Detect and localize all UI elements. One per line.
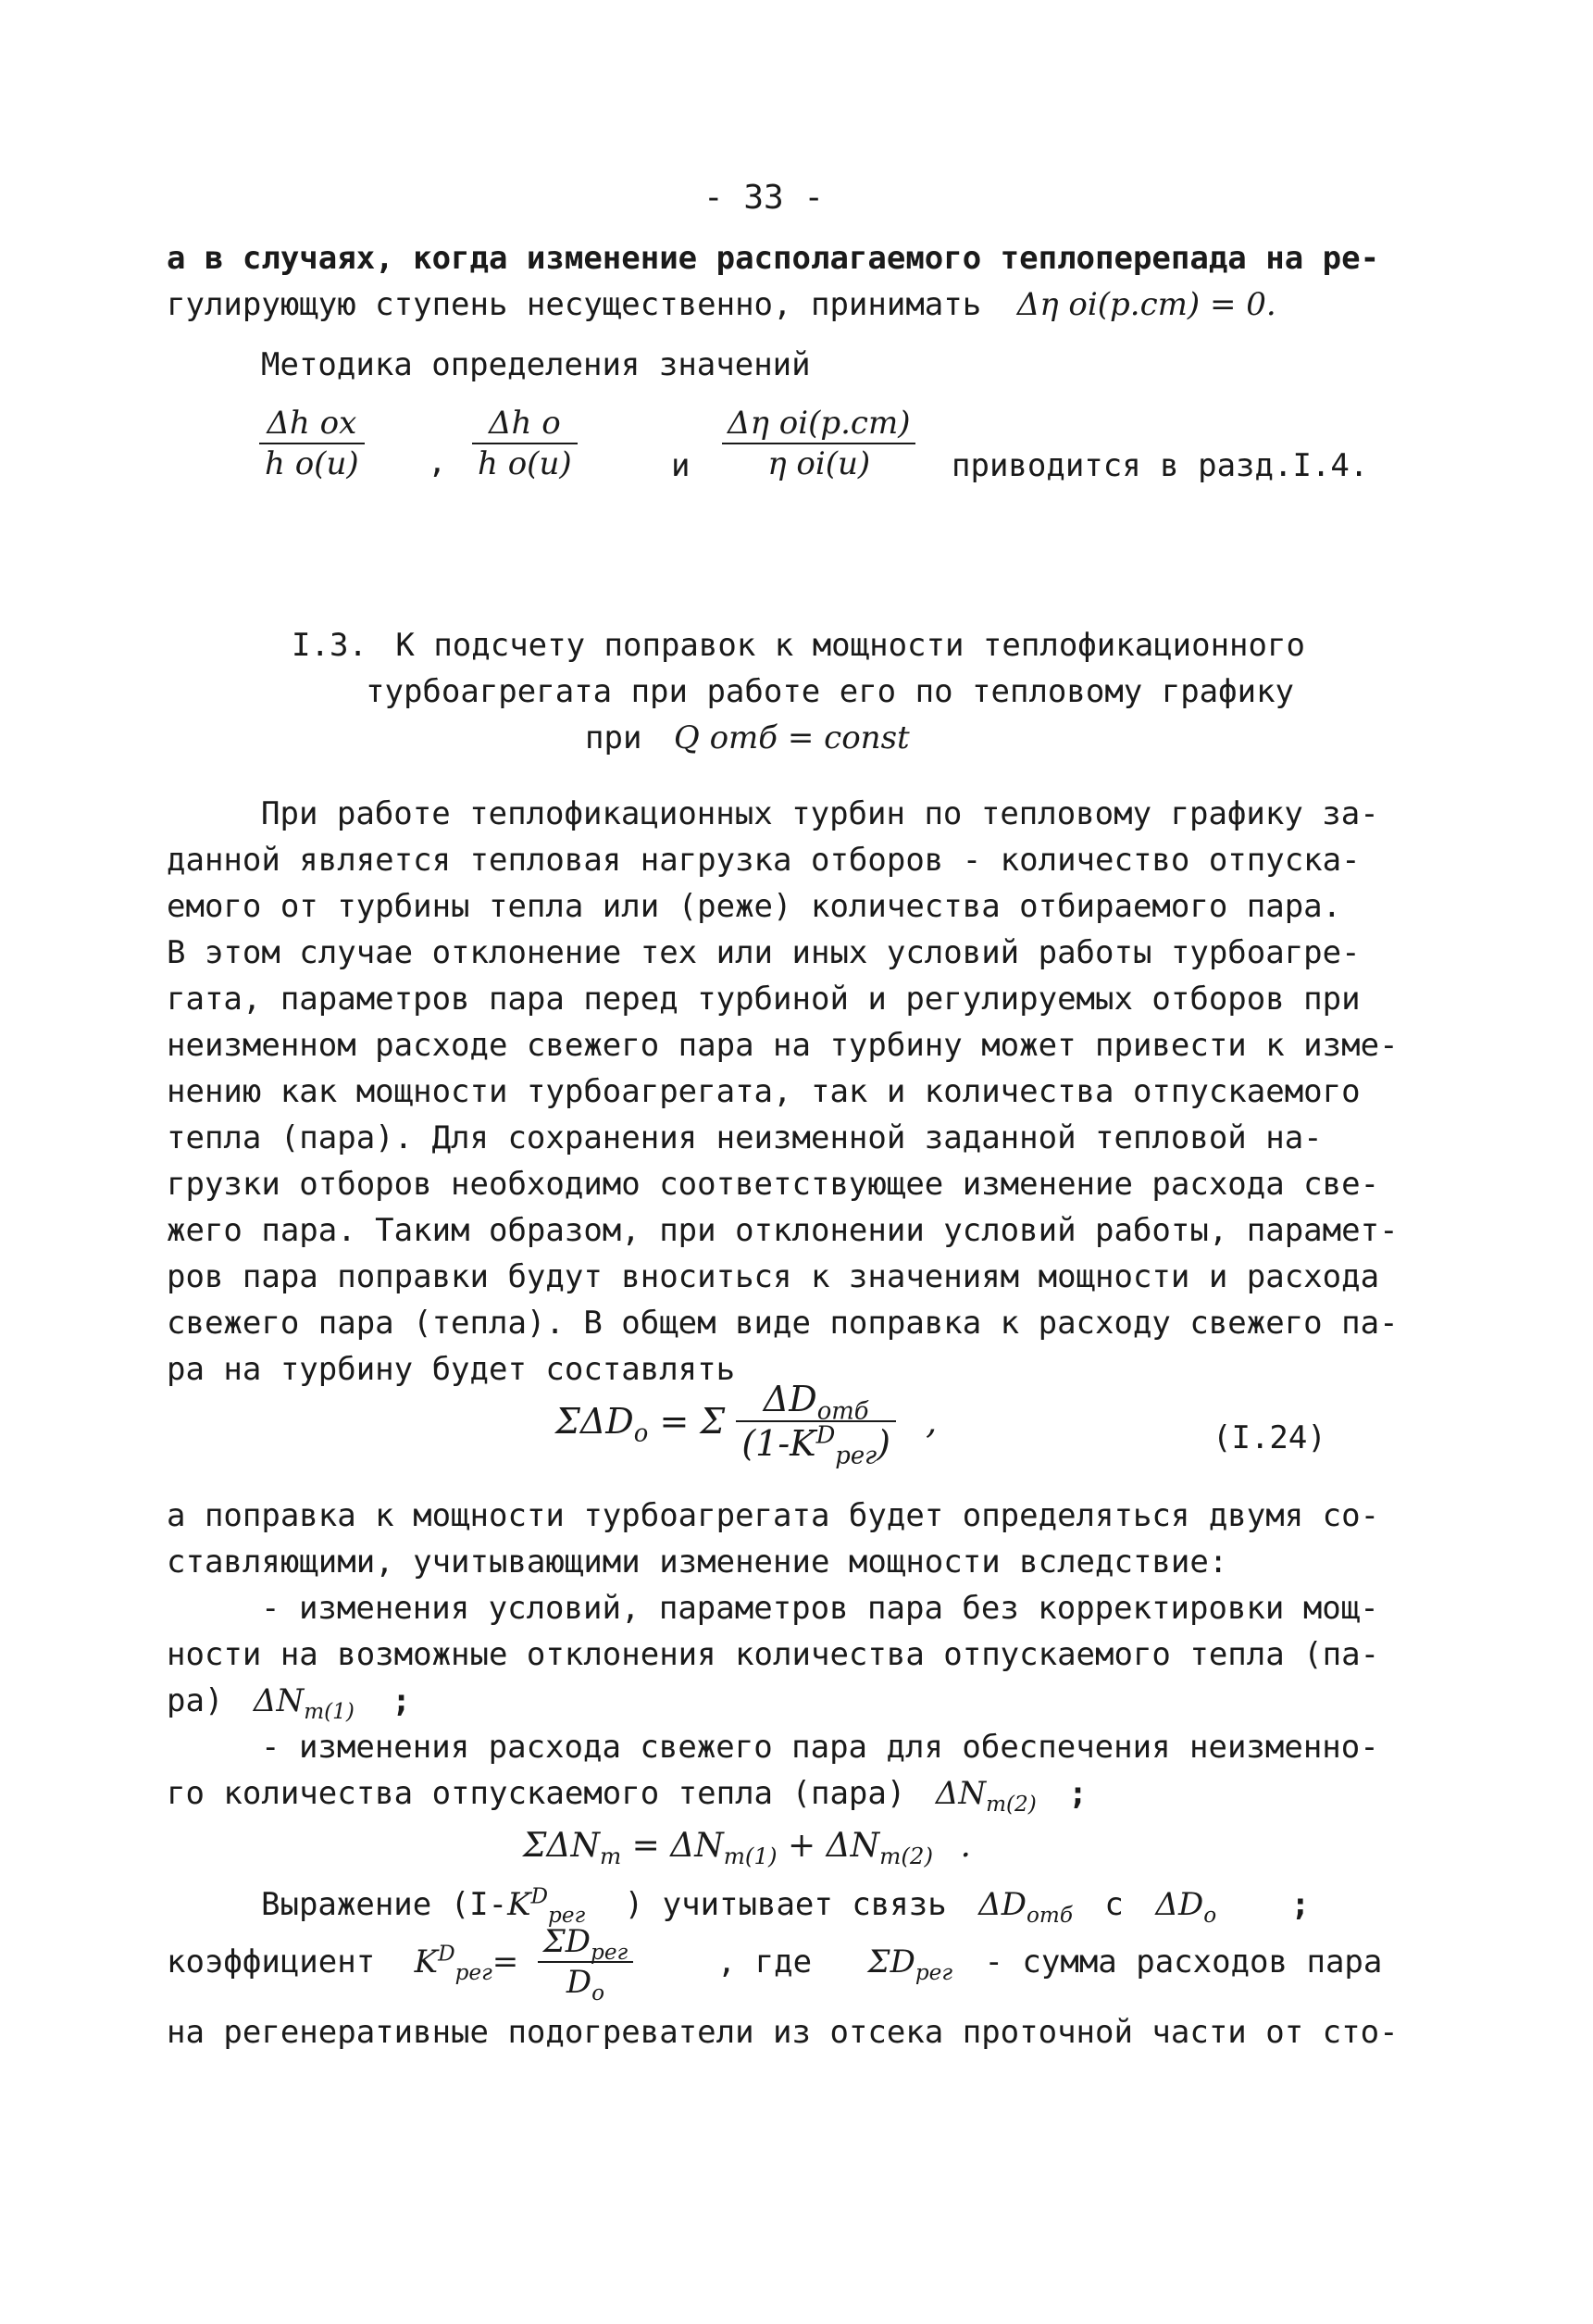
text-line: гата, параметров пара перед турбиной и регулируемых отборов при [167, 981, 1361, 1018]
text-line: жего пара. Таким образом, при отклонении условий работы, парамет- [167, 1212, 1399, 1249]
text-line: го количества отпускаемого тепла (пара) $\Delta N_{т(2)}$ ; [167, 1775, 1088, 1817]
section-title-3: при Q отб = const [585, 719, 910, 756]
equation-sum-delta-n: $\Sigma\Delta N_т = \Delta N_{т(1)} + \Delta N_{т(2)}$ . [523, 1827, 971, 1870]
text-line: Выражение ($I-K^D_{рег}$ ) учитывает связь $\Delta D_{отб}$ с $\Delta D_o$ ; [261, 1884, 1311, 1928]
text-line: коэффициент $K^D_{рег}=$ $\frac{\Sigma D_{рег}}{D_o}$ , где $\Sigma D_{рег}$ - сумма расходов пара [167, 1923, 1383, 2005]
text-line: тепла (пара). Для сохранения неизменной заданной тепловой на- [167, 1119, 1323, 1156]
text-line: нению как мощности турбоагрегата, так и количества отпускаемого [167, 1073, 1361, 1110]
text-line: При работе теплофикационных турбин по тепловому графику за- [261, 795, 1379, 832]
text-line: - изменения условий, параметров пара без корректировки мощ- [261, 1590, 1379, 1627]
section-title-1: К подсчету поправок к мощности теплофикационного [395, 627, 1305, 664]
fraction-dh-ox: $\frac{\text{Δh ox}}{\text{h o(и)}}$ [259, 407, 365, 480]
section-title-2: турбоагрегата при работе его по тепловому графику [366, 673, 1295, 710]
equation-number: (I.24) [1213, 1419, 1326, 1456]
fraction-delta-eta: $\frac{\text{Δη oi(p.ст)}}{\text{η oi(и)}}$ [722, 407, 915, 480]
text-line: ра) $\Delta N_{т(1)}$ ; [167, 1682, 411, 1724]
section-number: I.3. [292, 627, 367, 664]
comma: , [428, 444, 447, 481]
text-line: а в случаях, когда изменение располагаемого теплоперепада на ре- [167, 240, 1380, 277]
text-line: емого от турбины тепла или (реже) количества отбираемого пара. [167, 888, 1342, 925]
text-line: ра на турбину будет составлять [167, 1351, 736, 1388]
methodology-label: Методика определения значений [261, 346, 811, 383]
text-line: данной является тепловая нагрузка отборов - количество отпуска- [167, 842, 1361, 879]
fraction-dh-o: $\frac{\text{Δh o}}{\text{h o(и)}}$ [472, 407, 578, 480]
text-line: на регенеративные подогреватели из отсека проточной части от сто- [167, 2014, 1399, 2051]
text-line: грузки отборов необходимо соответствующее изменение расхода све- [167, 1166, 1380, 1203]
text-line: гулирующую ступень несущественно, принимать Δη oi(p.ст) = 0. [167, 286, 1276, 323]
equation-1-24: $\Sigma\Delta D_o = \Sigma$ $\frac{\Delta D_{отб}}{(1-K^D_{рег})}$ , [555, 1379, 938, 1470]
section-heading [292, 627, 1305, 664]
connector-and: и [671, 447, 691, 484]
methodology-tail: приводится в разд.I.4. [952, 447, 1369, 484]
text-line: неизменном расходе свежего пара на турбину может привести к изме- [167, 1027, 1399, 1064]
text-line: а поправка к мощности турбоагрегата будет определяться двумя со- [167, 1497, 1380, 1534]
page-number: - 33 - [703, 179, 825, 217]
text-line: ставляющими, учитывающими изменение мощности вследствие: [167, 1543, 1228, 1581]
formula-q-otb: Q отб = const [673, 719, 910, 756]
text-line: свежего пара (тепла). В общем виде поправка к расходу свежего па- [167, 1305, 1399, 1342]
formula-delta-eta: Δη oi(p.ст) = 0. [1016, 286, 1276, 323]
text-line: - изменения расхода свежего пара для обеспечения неизменно- [261, 1729, 1379, 1766]
text-line: ров пара поправки будут вноситься к значениям мощности и расхода [167, 1258, 1380, 1295]
text-line: ности на возможные отклонения количества отпускаемого тепла (па- [167, 1636, 1380, 1673]
text-line: В этом случае отклонение тех или иных условий работы турбоагре- [167, 934, 1361, 971]
